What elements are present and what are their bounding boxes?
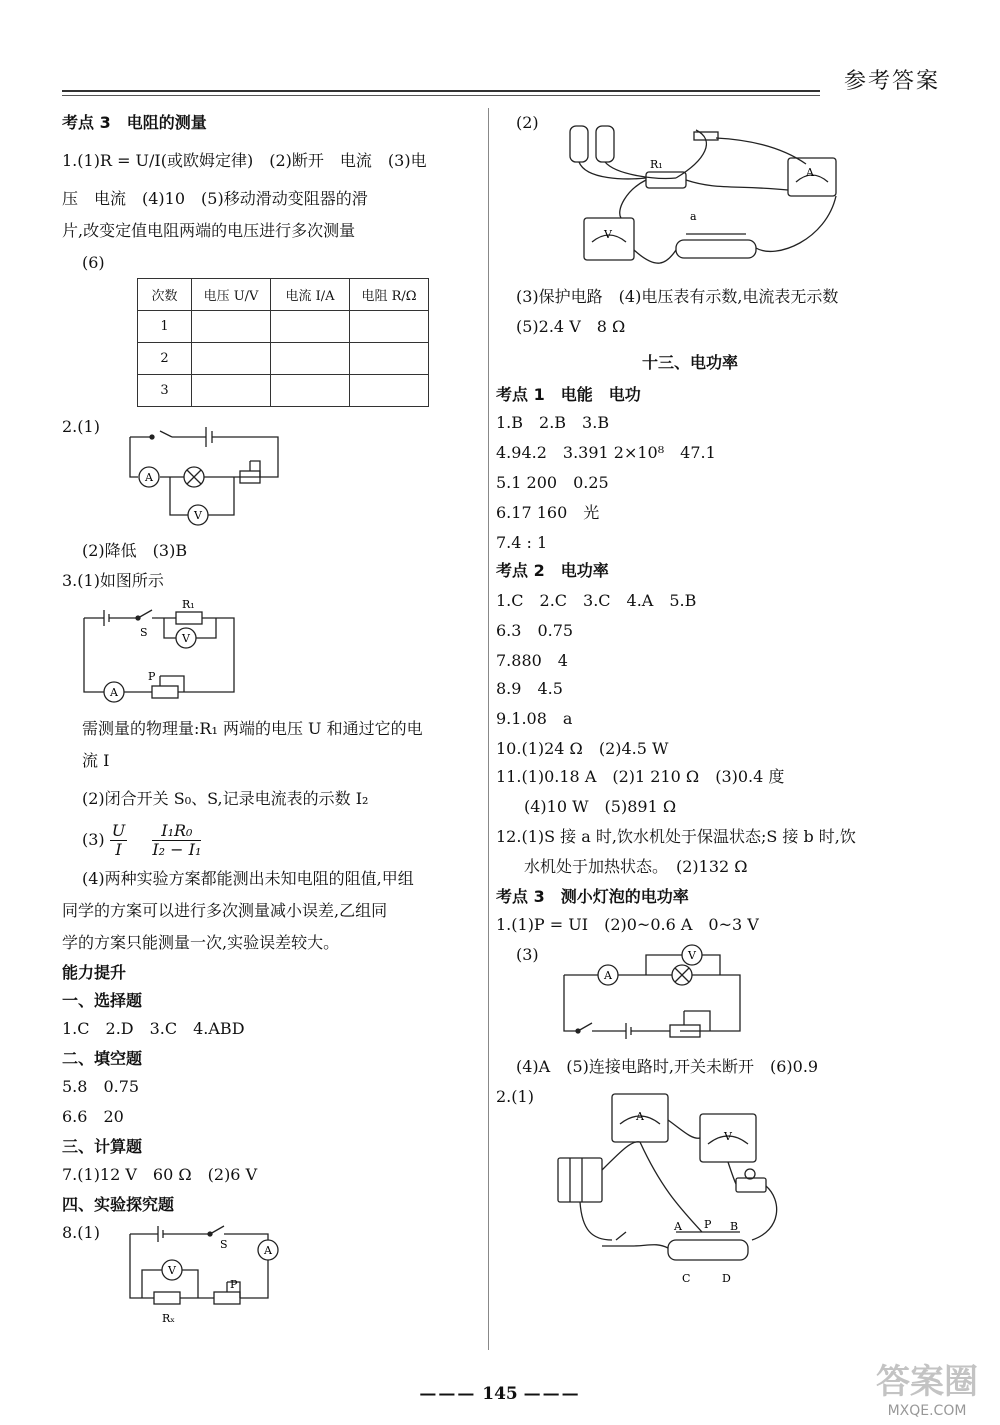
voltmeter-label: V — [194, 509, 202, 522]
slider-label: P — [704, 1218, 712, 1231]
slider-label: P — [148, 670, 156, 683]
kp3-c1: 1.(1)P = UI (2)0~0.6 A 0~3 V — [496, 915, 759, 934]
voltmeter-label: V — [168, 1264, 176, 1277]
record-table — [137, 278, 429, 407]
table-cell: 3 — [138, 375, 192, 407]
q5-answer: 5.8 0.75 — [62, 1077, 140, 1096]
kp2-b6: 6.3 0.75 — [496, 621, 574, 640]
kp2-b1: 1.C 2.C 3.C 4.A 5.B — [496, 591, 697, 610]
kp2-title: 考点 2 电功率 — [496, 561, 609, 580]
q3-part3 — [82, 818, 201, 862]
table-cell: 1 — [138, 311, 192, 343]
node-a-label: a — [690, 210, 697, 223]
kp1-a5: 5.1 200 0.25 — [496, 473, 609, 492]
q1-line3: 片,改变定值电阻两端的电压进行多次测量 — [62, 221, 356, 240]
table-row — [138, 343, 429, 375]
terminal-d-label: D — [722, 1272, 731, 1285]
ammeter-label: A — [110, 686, 118, 699]
kp2-b7: 7.880 4 — [496, 651, 568, 670]
table-row — [138, 375, 429, 407]
apparatus-drawing-2 — [552, 1090, 792, 1290]
table-header: 次数 — [138, 279, 192, 311]
r-part5: (5)2.4 V 8 Ω — [516, 317, 626, 336]
voltmeter-label: V — [604, 228, 612, 241]
q7-answer: 7.(1)12 V 60 Ω (2)6 V — [62, 1165, 258, 1184]
table-header: 电压 U/V — [192, 279, 271, 311]
q3-part4-line3: 学的方案只能测量一次,实验误差较大。 — [62, 933, 340, 952]
kp1-a6: 6.17 160 光 — [496, 503, 600, 522]
slider-label: P — [230, 1278, 238, 1291]
ability-heading: 能力提升 — [62, 963, 127, 982]
r-part3-4: (3)保护电路 (4)电压表有示数,电流表无示数 — [516, 287, 839, 306]
ammeter-label: A — [264, 1244, 272, 1257]
page-header — [62, 62, 940, 96]
page-footer: ——— 145 ——— — [419, 1384, 581, 1404]
ammeter-label: A — [806, 166, 814, 179]
kp1-title: 考点 1 电能 电功 — [496, 385, 641, 404]
formula-1-denominator: I — [115, 840, 122, 859]
circuit-diagram-c1 — [560, 945, 750, 1040]
header-rule-thin — [62, 95, 820, 96]
kp3-title-right: 考点 3 测小灯泡的电功率 — [496, 887, 689, 906]
kp3-c2: 2.(1) — [496, 1087, 534, 1106]
section-fill: 二、填空题 — [62, 1049, 143, 1068]
page-number: 145 — [482, 1384, 518, 1404]
r1-label: R₁ — [650, 158, 663, 171]
q3-part2: (2)闭合开关 S₀、S,记录电流表的示数 I₂ — [82, 789, 369, 808]
r1-label: R₁ — [182, 598, 195, 611]
ammeter-label: A — [604, 969, 612, 982]
voltmeter-label: V — [182, 632, 190, 645]
watermark-url: MXQE.COM — [887, 1403, 967, 1419]
switch-label: S — [140, 626, 148, 639]
switch-label: S — [220, 1238, 228, 1251]
kp2-b10: 10.(1)24 Ω (2)4.5 W — [496, 739, 669, 758]
terminal-a-label: A — [674, 1220, 682, 1233]
kp1-a7: 7.4 : 1 — [496, 533, 548, 552]
kp2-b12-line2: 水机处于加热状态。 (2)132 Ω — [524, 857, 748, 876]
section-13-title: 十三、电功率 — [642, 353, 739, 372]
rx-label: Rₓ — [162, 1312, 175, 1325]
voltmeter-label: V — [688, 949, 696, 962]
formula-2-numerator: I₁R₀ — [152, 822, 201, 841]
formula-1-numerator: U — [111, 821, 126, 840]
circuit-diagram-q2 — [128, 415, 288, 525]
table-header: 电阻 R/Ω — [350, 279, 429, 311]
q2-rest: (2)降低 (3)B — [82, 541, 188, 560]
table-cell: 2 — [138, 343, 192, 375]
section-choice: 一、选择题 — [62, 991, 143, 1010]
q3-part4-line1: (4)两种实验方案都能测出未知电阻的阻值,甲组 — [82, 869, 414, 888]
q3-part4-line2: 同学的方案可以进行多次测量减小误差,乙组同 — [62, 901, 388, 920]
q3-part1: 3.(1)如图所示 — [62, 571, 164, 590]
section-calc: 三、计算题 — [62, 1137, 143, 1156]
voltmeter-label: V — [724, 1130, 732, 1143]
q1-part6: (6) — [82, 253, 105, 272]
kp3-c1-rest: (4)A (5)连接电路时,开关未断开 (6)0.9 — [516, 1057, 819, 1076]
kp1-a1: 1.B 2.B 3.B — [496, 413, 610, 432]
q3-need-line2: 流 I — [82, 751, 110, 770]
table-header-row — [138, 279, 429, 311]
q3-need-line1: 需测量的物理量:R₁ 两端的电压 U 和通过它的电 — [82, 719, 423, 738]
q8-part1: 8.(1) — [62, 1223, 100, 1242]
q1-line1: 1.(1)R = U/I(或欧姆定律) (2)断开 电流 (3)电 — [62, 151, 427, 170]
table-header: 电流 I/A — [271, 279, 350, 311]
kp1-a4: 4.94.2 3.391 2×10⁸ 47.1 — [496, 443, 716, 462]
table-row — [138, 311, 429, 343]
section-experiment: 四、实验探究题 — [62, 1195, 175, 1214]
q6-answer: 6.6 20 — [62, 1107, 124, 1126]
ammeter-label: A — [636, 1110, 644, 1123]
kp2-b11-line1: 11.(1)0.18 A (2)1 210 Ω (3)0.4 度 — [496, 767, 785, 786]
apparatus-drawing-1 — [566, 120, 866, 285]
formula-fraction-1 — [110, 822, 127, 859]
circuit-diagram-q8 — [128, 1222, 278, 1352]
formula-2-denominator: I₂ − I₁ — [152, 840, 202, 859]
kp2-b11-line2: (4)10 W (5)891 Ω — [524, 797, 677, 816]
formula-fraction-2 — [152, 822, 201, 859]
kp2-b9: 9.1.08 a — [496, 709, 573, 728]
header-rule — [62, 90, 820, 92]
terminal-c-label: C — [682, 1272, 691, 1285]
q2-part1: 2.(1) — [62, 417, 100, 436]
r-part2: (2) — [516, 113, 539, 132]
kp2-b8: 8.9 4.5 — [496, 679, 563, 698]
kp3-title: 考点 3 电阻的测量 — [62, 113, 207, 132]
q1-line2: 压 电流 (4)10 (5)移动滑动变阻器的滑 — [62, 189, 368, 208]
circuit-diagram-q3 — [82, 598, 242, 706]
header-title: 参考答案 — [843, 69, 940, 94]
terminal-b-label: B — [730, 1220, 739, 1233]
kp2-b12-line1: 12.(1)S 接 a 时,饮水机处于保温状态;S 接 b 时,饮 — [496, 827, 856, 846]
choice-answers: 1.C 2.D 3.C 4.ABD — [62, 1019, 245, 1038]
watermark-logo: 答案圈 — [876, 1362, 978, 1402]
column-divider — [488, 108, 489, 1350]
q3-part3-label: (3) — [82, 830, 105, 849]
kp3-c1-part3: (3) — [516, 945, 539, 964]
ammeter-label: A — [145, 471, 153, 484]
watermark — [872, 1354, 982, 1419]
